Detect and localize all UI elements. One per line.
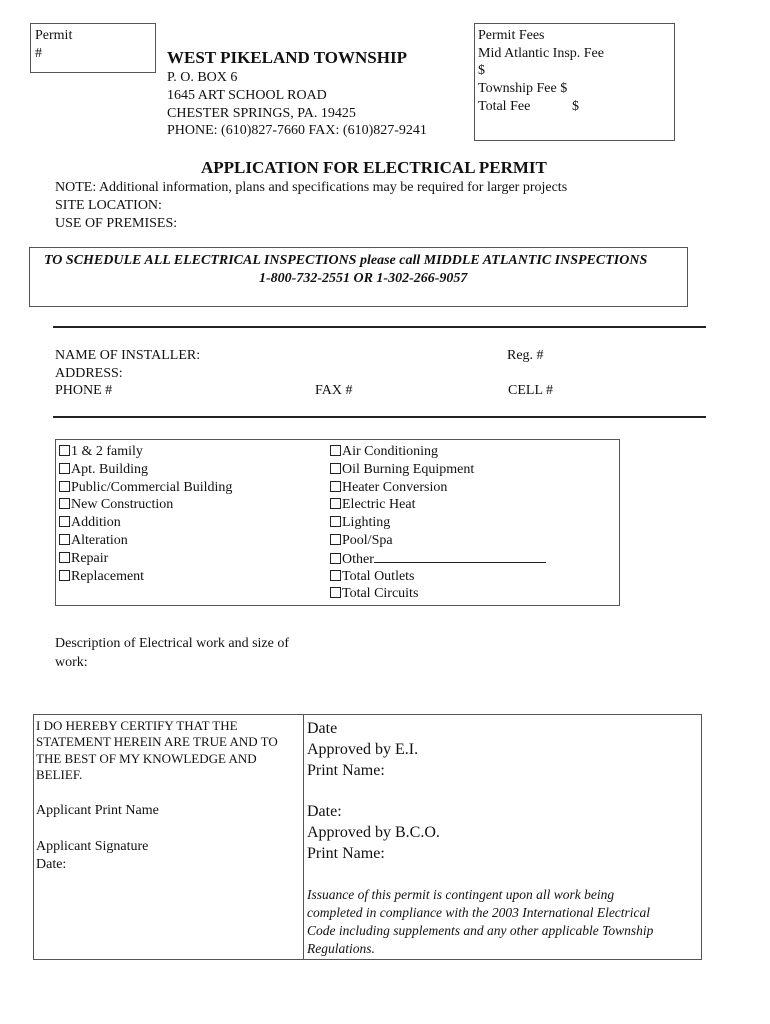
form-title: APPLICATION FOR ELECTRICAL PERMIT bbox=[201, 158, 547, 177]
checkbox-item[interactable] bbox=[59, 514, 121, 532]
applicant-print-name-label: Applicant Print Name bbox=[36, 803, 159, 818]
township-fee-label: Township Fee $ bbox=[478, 81, 568, 96]
permit-hash: # bbox=[35, 46, 42, 61]
applicant-signature-field[interactable] bbox=[36, 822, 240, 836]
applicant-date-field[interactable] bbox=[70, 858, 242, 872]
address-line-2: 1645 ART SCHOOL ROAD bbox=[167, 88, 327, 103]
address-line-3: CHESTER SPRINGS, PA. 19425 bbox=[167, 106, 356, 121]
divider-bottom bbox=[53, 416, 706, 418]
checkbox-square-icon[interactable] bbox=[330, 516, 341, 527]
certify-line-1: I DO HEREBY CERTIFY THAT THE bbox=[36, 718, 238, 733]
approved-by-ei-label: Approved by E.I. bbox=[307, 741, 419, 758]
checkbox-square-icon[interactable] bbox=[59, 570, 70, 581]
checkbox-square-icon[interactable] bbox=[59, 516, 70, 527]
checkbox-square-icon[interactable] bbox=[330, 570, 341, 581]
phone-fax: PHONE: (610)827-7660 FAX: (610)827-9241 bbox=[167, 123, 427, 138]
use-of-premises-label: USE OF PREMISES: bbox=[55, 216, 178, 231]
ei-date-field[interactable] bbox=[442, 722, 644, 736]
note-text: NOTE: Additional information, plans and specifications may be required for larger projects bbox=[55, 180, 568, 195]
fees-title: Permit Fees bbox=[478, 28, 545, 43]
permit-number-field[interactable] bbox=[44, 47, 118, 61]
fax-label: FAX # bbox=[315, 383, 353, 398]
checkbox-label: Total Circuits bbox=[342, 586, 419, 602]
description-field-line-2[interactable] bbox=[55, 672, 704, 686]
total-fee-label: Total Fee bbox=[478, 99, 531, 114]
checkbox-item[interactable] bbox=[59, 461, 148, 479]
checkbox-label: Alteration bbox=[71, 533, 128, 548]
checkbox-label: Total Outlets bbox=[342, 568, 415, 584]
ei-print-name-field[interactable] bbox=[442, 764, 644, 778]
site-location-label: SITE LOCATION: bbox=[55, 198, 162, 213]
checkbox-item[interactable] bbox=[59, 568, 144, 586]
checkbox-square-icon[interactable] bbox=[330, 481, 341, 492]
checkbox-label: Oil Burning Equipment bbox=[342, 461, 475, 477]
other-field[interactable] bbox=[374, 550, 546, 563]
cell-label: CELL # bbox=[508, 383, 553, 398]
checkbox-item[interactable] bbox=[59, 443, 143, 461]
address-line-1: P. O. BOX 6 bbox=[167, 70, 238, 85]
mid-atlantic-dollar: $ bbox=[478, 63, 485, 78]
checkbox-item[interactable] bbox=[59, 550, 108, 568]
description-field-line-1[interactable] bbox=[90, 654, 701, 668]
site-location-field[interactable] bbox=[172, 199, 655, 213]
fax-field[interactable] bbox=[358, 384, 507, 398]
description-field-line-3[interactable] bbox=[55, 690, 446, 704]
checkbox-square-icon[interactable] bbox=[59, 534, 70, 545]
total-fee-field[interactable] bbox=[583, 100, 651, 114]
schedule-line-1: TO SCHEDULE ALL ELECTRICAL INSPECTIONS please call MIDDLE ATLANTIC INSPECTIONS bbox=[44, 253, 648, 268]
use-of-premises-field[interactable] bbox=[186, 217, 412, 231]
approved-by-bco-label: Approved by B.C.O. bbox=[307, 824, 440, 841]
issuance-note-line-2: completed in compliance with the 2003 International Electrical bbox=[307, 905, 651, 920]
checkbox-label: Heater Conversion bbox=[342, 479, 448, 495]
checkbox-square-icon[interactable] bbox=[330, 587, 341, 598]
applicant-print-name-field[interactable] bbox=[36, 786, 240, 800]
reg-number-field[interactable] bbox=[545, 349, 697, 363]
approved-by-ei-field[interactable] bbox=[442, 743, 644, 757]
checkbox-item[interactable] bbox=[330, 568, 415, 586]
checkbox-square-icon[interactable] bbox=[59, 552, 70, 563]
checkbox-item[interactable] bbox=[59, 479, 232, 497]
applicant-date-label: Date: bbox=[36, 857, 67, 872]
checkbox-label: Lighting bbox=[342, 515, 391, 531]
checkbox-item[interactable] bbox=[59, 532, 128, 550]
checkbox-item[interactable] bbox=[330, 532, 393, 550]
checkbox-square-icon[interactable] bbox=[330, 445, 341, 456]
address-label: ADDRESS: bbox=[55, 366, 123, 381]
checkbox-item[interactable] bbox=[330, 496, 415, 514]
bco-print-name-field[interactable] bbox=[455, 847, 667, 861]
checkbox-label: Apt. Building bbox=[71, 461, 149, 477]
bco-date-field[interactable] bbox=[455, 805, 667, 819]
issuance-note-line-3: Code including supplements and any other applicable Township bbox=[307, 923, 654, 938]
bco-print-name-label: Print Name: bbox=[307, 845, 385, 862]
checkbox-square-icon[interactable] bbox=[59, 498, 70, 509]
issuance-note-line-4: Regulations. bbox=[307, 941, 375, 956]
issuance-note-line-1: Issuance of this permit is contingent upon all work being bbox=[307, 887, 615, 902]
checkbox-label: Addition bbox=[71, 515, 121, 531]
checkbox-square-icon[interactable] bbox=[330, 463, 341, 474]
installer-name-field[interactable] bbox=[212, 349, 498, 363]
checkbox-square-icon[interactable] bbox=[59, 445, 70, 456]
approved-by-bco-field[interactable] bbox=[455, 826, 667, 840]
installer-name-label: NAME OF INSTALLER: bbox=[55, 348, 201, 363]
checkbox-square-icon[interactable] bbox=[330, 534, 341, 545]
cell-field[interactable] bbox=[560, 384, 701, 398]
checkbox-item[interactable] bbox=[330, 461, 474, 479]
schedule-phone-numbers: 1-800-732-2551 OR 1-302-266-9057 bbox=[259, 271, 468, 286]
mid-atlantic-fee-field[interactable] bbox=[487, 64, 531, 78]
checkbox-square-icon[interactable] bbox=[330, 553, 341, 564]
checkbox-label: Electric Heat bbox=[342, 497, 416, 513]
township-name: WEST PIKELAND TOWNSHIP bbox=[167, 48, 407, 67]
checkbox-item[interactable] bbox=[330, 514, 390, 532]
checkbox-label: Repair bbox=[71, 550, 109, 566]
checkbox-square-icon[interactable] bbox=[59, 463, 70, 474]
checkbox-item[interactable] bbox=[330, 585, 418, 603]
phone-label: PHONE # bbox=[55, 383, 113, 398]
installer-address-field[interactable] bbox=[127, 367, 700, 381]
checkbox-item[interactable] bbox=[330, 443, 438, 461]
mid-atlantic-fee-label: Mid Atlantic Insp. Fee bbox=[478, 46, 604, 61]
certify-line-3: THE BEST OF MY KNOWLEDGE AND bbox=[36, 751, 257, 766]
checkbox-item[interactable] bbox=[59, 496, 173, 514]
checkbox-item[interactable] bbox=[330, 550, 546, 569]
description-label-line-1: Description of Electrical work and size of bbox=[55, 636, 290, 651]
certification-divider bbox=[303, 714, 304, 959]
permit-label: Permit bbox=[35, 28, 73, 43]
applicant-signature-label: Applicant Signature bbox=[36, 839, 149, 854]
reg-label: Reg. # bbox=[507, 348, 544, 363]
divider-top bbox=[53, 326, 706, 328]
checkbox-label: Other bbox=[342, 551, 374, 567]
certify-line-2: STATEMENT HEREIN ARE TRUE AND TO bbox=[36, 734, 278, 749]
checkbox-label: Public/Commercial Building bbox=[71, 479, 233, 495]
phone-field[interactable] bbox=[116, 384, 311, 398]
checkbox-label: Replacement bbox=[71, 568, 145, 584]
description-label-line-2: work: bbox=[55, 655, 88, 670]
ei-print-name-label: Print Name: bbox=[307, 762, 385, 779]
checkbox-label: Pool/Spa bbox=[342, 533, 393, 548]
township-fee-field[interactable] bbox=[581, 82, 653, 96]
checkbox-label: 1 & 2 family bbox=[71, 444, 143, 459]
checkbox-square-icon[interactable] bbox=[59, 481, 70, 492]
checkbox-label: Air Conditioning bbox=[342, 444, 439, 459]
ei-date-label: Date bbox=[307, 720, 338, 737]
total-fee-dollar: $ bbox=[572, 99, 579, 114]
bco-date-label: Date: bbox=[307, 803, 342, 820]
checkbox-square-icon[interactable] bbox=[330, 498, 341, 509]
checkbox-label: New Construction bbox=[71, 497, 174, 513]
certify-line-4: BELIEF. bbox=[36, 767, 83, 782]
checkbox-item[interactable] bbox=[330, 479, 447, 497]
